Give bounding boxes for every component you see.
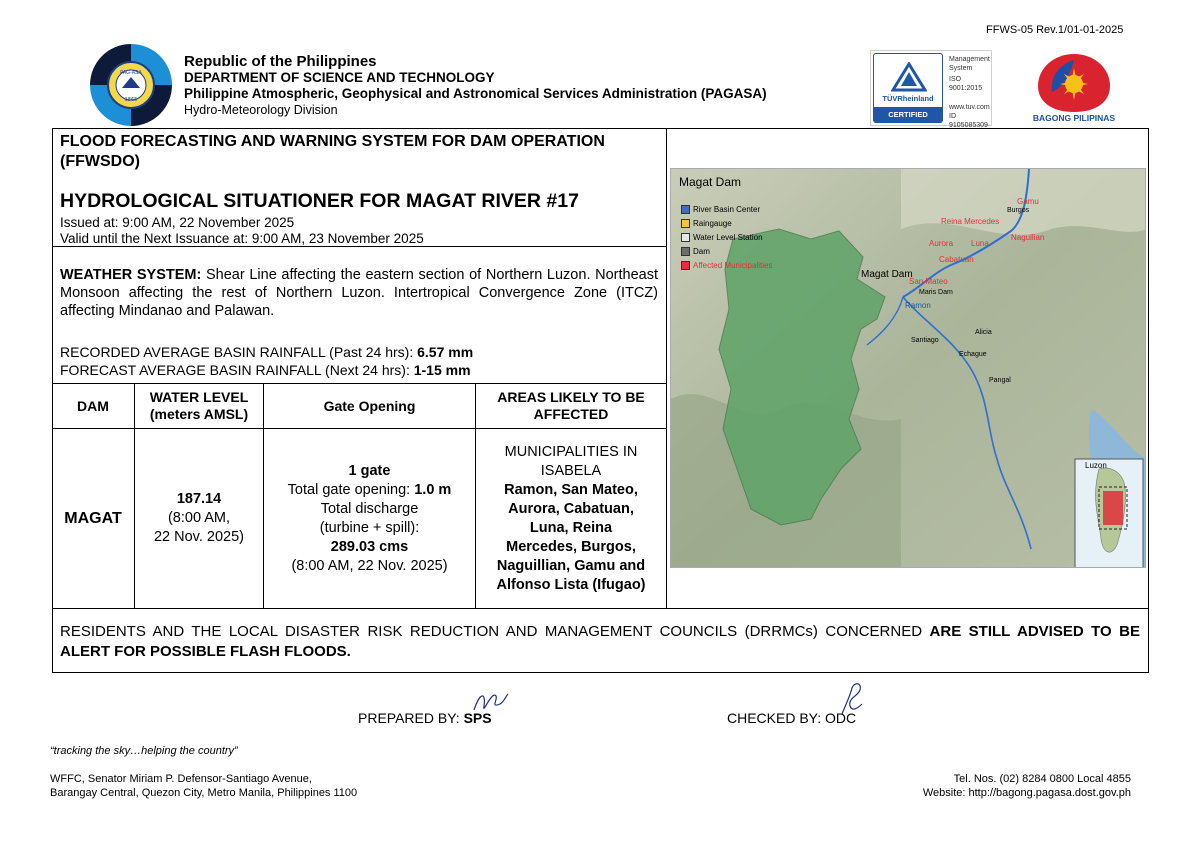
logo-text: PAG-ASA <box>120 70 142 76</box>
issuance-block <box>60 215 424 247</box>
row-water-level: 187.14 (8:00 AM, 22 Nov. 2025) <box>153 491 244 545</box>
tuv-badge <box>873 53 943 123</box>
checked-by: CHECKED BY: ODC <box>727 710 857 726</box>
pagasa-logo <box>90 44 172 126</box>
republic-line: Republic of the Philippines <box>184 53 377 70</box>
place-echague: Echague <box>959 351 987 358</box>
system-title: FLOOD FORECASTING AND WARNING SYSTEM FOR DAM OPERATION (FFWSDO) <box>60 133 605 170</box>
legend-affected-municipalities: Affected Municipalities <box>681 261 772 270</box>
divider-weather <box>52 246 666 247</box>
water-level-station-icon <box>681 233 690 242</box>
division-line: Hydro-Meteorology Division <box>184 103 338 117</box>
forecast-rainfall-value: 1-15 mm <box>413 362 471 378</box>
header-gate-opening: Gate Opening <box>323 397 416 414</box>
cert-line1: Management <box>949 56 990 63</box>
header-dam: DAM <box>77 397 109 414</box>
place-alicia: Alicia <box>975 329 992 336</box>
website[interactable]: Website: http://bagong.pagasa.dost.gov.ph <box>922 787 1131 799</box>
weather-system <box>60 266 658 320</box>
checked-by-initials: ODC <box>825 710 857 726</box>
table-bottom-border <box>52 608 1149 609</box>
water-level-value: 187.14 <box>176 491 222 507</box>
cert-line2: System <box>949 65 973 72</box>
raingauge-icon <box>681 219 690 228</box>
tuv-brand: TÜVRheinland <box>882 94 934 103</box>
legend-raingauge: Raingauge <box>681 219 732 228</box>
weather-label: WEATHER SYSTEM: <box>60 267 202 283</box>
valid-until: Valid until the Next Issuance at: 9:00 AM, 23 November 2025 <box>60 231 424 246</box>
agency-block <box>184 54 767 118</box>
tuv-triangle-icon <box>891 62 927 92</box>
place-maris-dam: Maris Dam <box>919 289 953 296</box>
place-magat-dam: Magat Dam <box>861 269 913 280</box>
place-pangal: Pangal <box>989 377 1011 384</box>
row-dam-name: MAGAT <box>64 509 122 527</box>
form-code: FFWS-05 Rev.1/01-01-2025 <box>986 24 1124 36</box>
discharge-value: 289.03 cms <box>330 538 409 555</box>
place-ramon: Ramon <box>905 301 931 310</box>
place-luna: Luna <box>971 239 989 248</box>
place-aurora: Aurora <box>929 239 954 248</box>
header-areas-affected: AREAS LIKELY TO BE AFFECTED <box>497 389 645 422</box>
cert-iso: ISO 9001:2015 <box>949 76 983 92</box>
cert-id: ID 9105085309 <box>949 113 988 129</box>
affected-icon <box>681 261 690 270</box>
header-water-level: WATER LEVEL (meters AMSL) <box>149 389 249 422</box>
bagong-pilipinas-label: BAGONG PILIPINAS <box>1032 113 1116 123</box>
tuv-ribbon: CERTIFIED <box>874 107 942 122</box>
row-gate-opening: 1 gate Total gate opening: 1.0 m Total discharge (turbine + spill): 289.03 cms (8:00 AM, 22 Nov. 2025) <box>287 462 452 574</box>
tagline: “tracking the sky…helping the country” <box>50 745 238 757</box>
pagasa-line: Philippine Atmospheric, Geophysical and Astronomical Services Administration (PAGASA) <box>184 86 767 101</box>
recorded-rainfall: RECORDED AVERAGE BASIN RAINFALL (Past 24 hrs): 6.57 mm <box>60 344 474 360</box>
basin-center-icon <box>681 205 690 214</box>
tuv-text <box>949 55 991 130</box>
dam-icon <box>681 247 690 256</box>
recorded-rainfall-value: 6.57 mm <box>417 344 474 360</box>
place-naguilian: Naguilian <box>1011 233 1045 242</box>
gates-open: 1 gate <box>348 462 391 479</box>
situationer-title: HYDROLOGICAL SITUATIONER FOR MAGAT RIVER #17 <box>60 190 579 212</box>
basin-map-graphic <box>671 169 1146 568</box>
forecast-rainfall: FORECAST AVERAGE BASIN RAINFALL (Next 24 hrs): 1-15 mm <box>60 362 471 378</box>
prepared-by-initials: SPS <box>463 710 492 726</box>
address: WFFC, Senator Miriam P. Defensor-Santiago Avenue, Barangay Central, Quezon City, Metro Manila, Philippines 1100 <box>50 773 358 799</box>
prepared-by: PREPARED BY: SPS <box>358 710 492 726</box>
place-san-mateo: San Mateo <box>909 277 948 286</box>
advisory <box>60 622 1140 662</box>
row-areas-affected: MUNICIPALITIES IN ISABELA Ramon, San Mateo, Aurora, Cabatuan, Luna, Reina Mercedes, Burgos, Naguillian, Gamu and Alfonso Lista (Ifugao) <box>496 443 646 593</box>
map-title: Magat Dam <box>679 175 742 189</box>
total-opening-value: 1.0 m <box>414 481 452 498</box>
department-line: DEPARTMENT OF SCIENCE AND TECHNOLOGY <box>184 70 495 85</box>
weather-text: Shear Line affecting the eastern section of Northern Luzon. Northeast Monsoon affecting the rest of Northern Luzon. Intertropical Convergence Zone (ITCZ) affecting Mindanao and Palawan. <box>60 267 658 319</box>
rainfall-block <box>60 343 473 379</box>
legend-river-basin-center: River Basin Center <box>681 205 760 214</box>
tuv-certification-badge <box>870 50 992 129</box>
basin-map <box>670 168 1146 568</box>
phone: Tel. Nos. (02) 8284 0800 Local 4855 <box>953 773 1131 785</box>
place-gamu: Gamu <box>1017 197 1039 206</box>
place-cabatuan: Cabatuan <box>939 255 974 264</box>
place-burgos: Burgos <box>1007 207 1030 214</box>
legend-water-level-station: Water Level Station <box>681 233 763 242</box>
logo-year: 1865 <box>124 97 138 103</box>
advisory-emphasis: ARE STILL ADVISED TO BE ALERT FOR POSSIBLE FLASH FLOODS. <box>60 623 1141 660</box>
contact-info <box>880 772 1131 800</box>
inset-luzon-label: Luzon <box>1085 461 1107 470</box>
issued-at: Issued at: 9:00 AM, 22 November 2025 <box>60 215 295 230</box>
map-divider <box>666 128 667 608</box>
advisory-text: RESIDENTS AND THE LOCAL DISASTER RISK REDUCTION AND MANAGEMENT COUNCILS (DRRMCs) CONCERNED <box>60 623 930 640</box>
place-santiago: Santiago <box>911 337 939 344</box>
legend-dam: Dam <box>681 247 710 256</box>
cert-url: www.tuv.com <box>949 104 990 111</box>
inset-basin-highlight <box>1103 491 1123 525</box>
place-reina-mercedes: Reina Mercedes <box>941 217 1000 226</box>
